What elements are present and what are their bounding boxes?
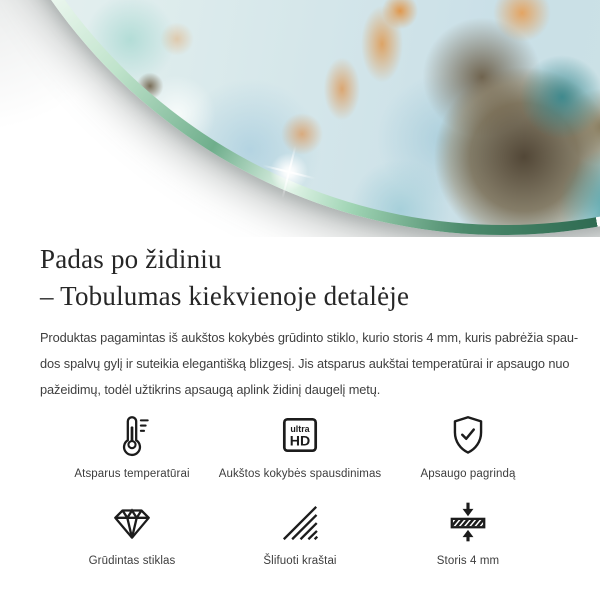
feature-label: Grūdintas stiklas [88, 555, 176, 567]
feature-label: Atsparus temperatūrai [74, 468, 190, 480]
shield-check-icon [445, 411, 491, 459]
feature-thickness [384, 498, 552, 567]
feature-protects-base [384, 411, 552, 480]
features-grid [40, 411, 560, 567]
feature-temperature-resistant [48, 411, 216, 480]
product-description-section [0, 237, 600, 567]
ultra-hd-text-top: ultra [290, 423, 310, 434]
ultra-hd-text-bottom: HD [289, 432, 311, 449]
diamond-icon [109, 498, 155, 546]
feature-tempered-glass [48, 498, 216, 567]
description-line: Produktas pagamintas iš aukštos kokybės grūdinto stiklo, kurio storis 4 mm, kuris pabrėžia spau- [40, 330, 579, 345]
feature-label: Storis 4 mm [436, 555, 500, 567]
product-hero-image [0, 0, 600, 237]
feature-label: Apsaugo pagrindą [420, 468, 516, 480]
thickness-icon [445, 498, 491, 546]
description-line: dos spalvų gylį ir suteikia elegantišką blizgesį. Jis atsparus aukštai temperatūrai ir apsaugo nuo [40, 356, 570, 371]
feature-polished-edges [216, 498, 384, 567]
page-title-line1: Padas po židiniu [40, 244, 222, 274]
ultra-hd-icon [277, 411, 323, 459]
feature-label: Šlifuoti kraštai [263, 555, 337, 567]
page-title-line2: – Tobulumas kiekvienoje detalėje [40, 281, 410, 311]
page-title [40, 241, 560, 315]
description-line: pažeidimų, todėl užtikrins apsaugą aplink židinį daugelį metų. [40, 382, 381, 397]
feature-print-quality [216, 411, 384, 480]
sparkle-glint-icon [259, 142, 319, 202]
thermometer-icon [109, 411, 155, 459]
polished-edges-icon [277, 498, 323, 546]
feature-label: Aukštos kokybės spausdinimas [218, 468, 382, 480]
product-description [40, 325, 579, 403]
